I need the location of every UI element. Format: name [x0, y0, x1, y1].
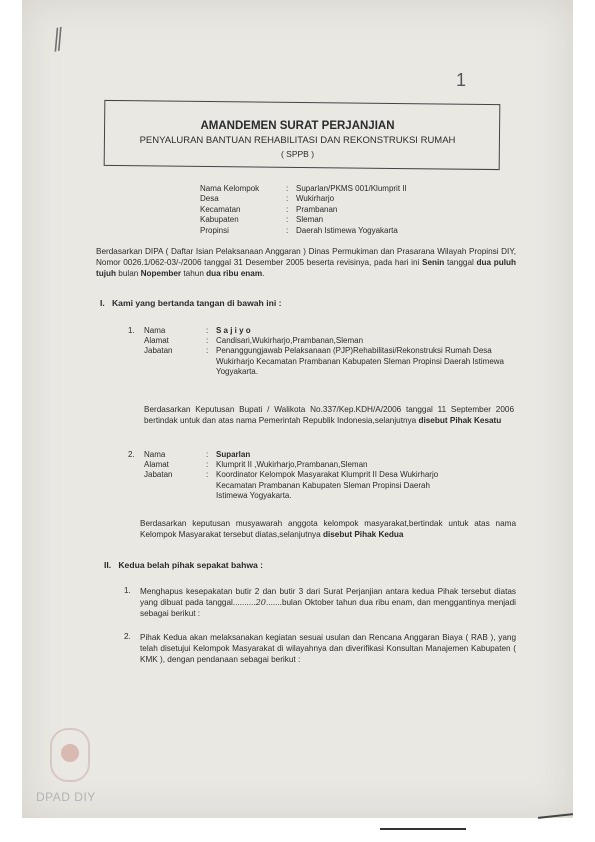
identity-value: Sleman — [296, 215, 324, 225]
identity-label: Nama Kelompok — [200, 184, 260, 193]
document-subtitle: PENYALURAN BANTUAN REHABILITASI DAN REKONSTRUKSI RUMAH — [139, 135, 456, 146]
archive-seal-icon — [50, 728, 90, 782]
identity-label: Propinsi — [200, 225, 229, 235]
party-1-address: Candisari,Wukirharjo,Prambanan,Sleman — [216, 336, 364, 346]
party-1-basis: Berdasarkan Keputusan Bupati / Walikota No.337/Kep.KDH/A/2006 tanggal 11 September 2006 bertindak untuk dan atas nama Pemerintah Republik Indonesia,selanjutnya disebut Pihak Kesatu — [144, 405, 514, 425]
identity-row: Kecamatan : Prambanan — [200, 204, 338, 214]
identity-value: Suparlan/PKMS 001/Klumprit II — [296, 184, 407, 193]
party-2-position: Koordinator Kelompok Masyarakat Klumprit II Desa Wukirharjo Kecamatan Prambanan Kabupaten Sleman Propinsi Daerah Istimewa Yogyakarta. — [216, 470, 439, 500]
item-2-number: 2. — [124, 632, 131, 641]
intro-paragraph: Berdasarkan DIPA ( Daftar Isian Pelaksanaan Anggaran ) Dinas Permukiman dan Prasarana Wilayah Propinsi DIY, Nomor 0026.1/062-03/-/2006 tanggal 31 Desember 2005 beserta revisinya, pada hari ini Senin tanggal dua puluh tujuh bulan Nopember tahun dua ribu enam. — [96, 247, 516, 278]
identity-value: Prambanan — [296, 204, 338, 214]
section-1-heading: I. Kami yang bertanda tangan di bawah ini : — [100, 298, 282, 308]
identity-label: Kabupaten — [200, 215, 239, 225]
identity-row: Desa : Wukirharjo — [200, 194, 335, 204]
identity-block — [200, 184, 407, 236]
party-2-basis: Berdasarkan keputusan musyawarah anggota kelompok masyarakat,bertindak untuk atas nama Kelompok Masyarakat tersebut diatas,selanjutnya disebut Pihak Kedua — [140, 519, 516, 539]
party-2-designation: disebut Pihak Kedua — [322, 530, 404, 539]
item-1-text: Menghapus kesepakatan butir 2 dan butir 3 dari Surat Perjanjian antara kedua Pihak tersebut diatas yang dibuat pada tanggal..........20.......bulan Oktober tahun dua ribu enam, dan menggantinya menjadi sebagai berikut : — [140, 587, 516, 618]
identity-row: Kabupaten : Sleman — [200, 215, 324, 225]
party-1-name: S a j i y o — [216, 326, 251, 335]
handwritten-date: 20 — [255, 597, 267, 607]
party-2-address: Klumprit II ,Wukirharjo,Prambanan,Sleman — [216, 460, 368, 470]
document-title: AMANDEMEN SURAT PERJANJIAN — [200, 120, 395, 132]
identity-value: Daerah Istimewa Yogyakarta — [296, 225, 398, 235]
party-1-designation: disebut Pihak Kesatu — [418, 416, 502, 425]
identity-value: Wukirharjo — [296, 194, 335, 204]
identity-row: Nama Kelompok : Suparlan/PKMS 001/Klumprit II — [200, 184, 407, 193]
identity-label: Kecamatan — [200, 204, 241, 214]
handwritten-mark: // — [47, 21, 64, 60]
party-1-block: 1. Nama : S a j i y o Alamat : Candisari,Wukirharjo,Prambanan,Sleman Jabatan : Penanggungjawab Pelaksanaan (PJP)Rehabilitasi/Rekonstruksi Rumah Desa Wukirharjo Kecamatan Prambanan Kabupaten Sleman Propinsi Daerah Istimewa Yogyakarta. — [128, 326, 516, 377]
party-1-position: Penanggungjawab Pelaksanaan (PJP)Rehabilitasi/Rekonstruksi Rumah Desa Wukirharjo Kecamatan Prambanan Kabupaten Sleman Propinsi Daerah Istimewa Yogyakarta. — [216, 346, 505, 376]
page-number: 1 — [456, 70, 467, 90]
section-2-heading: II. Kedua belah pihak sepakat bahwa : — [104, 560, 264, 570]
watermark: DPAD DIY — [36, 790, 96, 804]
bottom-rule — [380, 828, 466, 830]
identity-label: Desa — [200, 194, 219, 204]
party-2-block: 2. Nama : Suparlan Alamat : Klumprit II ,Wukirharjo,Prambanan,Sleman Jabatan : Koordinator Kelompok Masyarakat Klumprit II Desa Wukirharjo Kecamatan Prambanan Kabupaten Sleman Propinsi Daerah Istimewa Yogyakarta. — [128, 450, 516, 501]
identity-row: Propinsi : Daerah Istimewa Yogyakarta — [200, 225, 398, 235]
item-1-number: 1. — [124, 586, 131, 595]
item-2-text: Pihak Kedua akan melaksanakan kegiatan sesuai usulan dan Rencana Anggaran Biaya ( RAB ), yang telah disetujui Kelompok Masyarakat di wilayahnya dan diverifikasi Konsultan Manajemen Kabupaten ( KMK ), dengan pendanaan sebagai berikut : — [140, 633, 516, 664]
document-abbreviation: ( SPPB ) — [280, 149, 315, 159]
party-2-name: Suparlan — [216, 450, 251, 459]
